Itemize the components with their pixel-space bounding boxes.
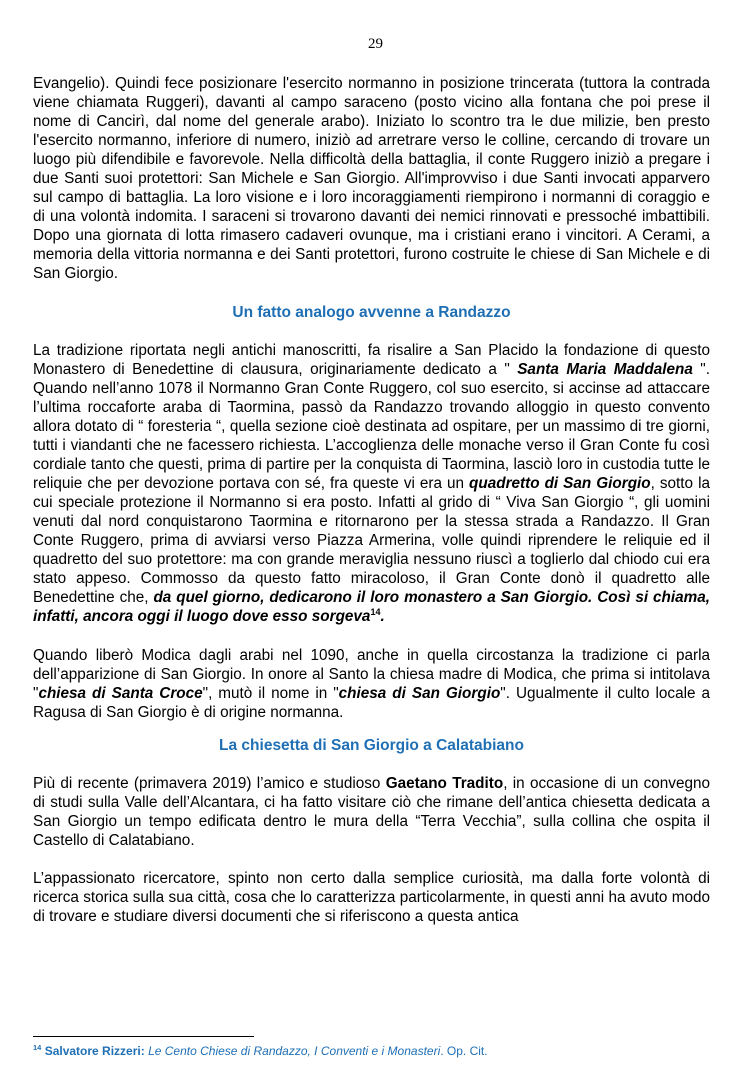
text-run: ", mutò il nome in ": [202, 685, 339, 702]
emphasis-chiesa-san-giorgio: chiesa di San Giorgio: [338, 685, 501, 702]
text-run: .: [380, 608, 385, 625]
paragraph-battle-of-cerami: Evangelio). Quindi fece posizionare l'esercito normanno in posizione trincerata (tuttora la contrada viene chiamata Ruggeri), davanti al campo saraceno (posto vicino alla fontana che poi prese il nome di Cancirì, dal nome del generale arabo). Iniziato lo scontro tra le due milizie, ben presto l'esercito normanno, inferiore di numero, iniziò ad arretrare verso le colline, cercando di trovare un luogo più difendibile e favorevole. Nella difficoltà della battaglia, il conte Ruggero iniziò a pregare i due Santi suoi protettori: San Michele e San Giorgio. All'improvviso i due Santi invocati apparvero sul campo di battaglia. La loro visione e i loro incoraggiamenti riempirono i normanni di coraggio e di una volontà indomita. I saraceni si trovarono davanti dei nemici rinnovati e pressoché imbattibili. Dopo una giornata di lotta rimasero cadaveri ovunque, ma i cristiani erano i vincitori. A Cerami, a memoria della vittoria normanna e dei Santi protettori, furono costruite le chiese di San Michele e di San Giorgio.: [33, 75, 710, 282]
footnote-author: Salvatore Rizzeri:: [44, 1044, 145, 1058]
emphasis-santa-maria-maddalena: Santa Maria Maddalena: [517, 361, 693, 378]
text-run: , sotto la cui speciale protezione il Normanno si era posto. Infatti al grido di “ Viva San Giorgio “, gli uomini venuti dal nord conquistarono Taormina e ritornarono per la stessa strada a Randazzo. Il Gran Conte Ruggero, prima di avviarsi verso Piazza Armerina, volle quindi riprendere le reliquie ed il quadretto del suo protettore: ma con grande meraviglia nessuno riuscì a toglierlo dal chiodo cui era stato appeso. Commosso da questo fatto miracoloso, il Gran Conte donò il quadretto alle Benedettine che,: [33, 475, 710, 606]
section-heading-randazzo: Un fatto analogo avvenne a Randazzo: [232, 304, 511, 321]
footnote: [33, 1043, 733, 1059]
footnote-reference[interactable]: 14: [370, 606, 381, 617]
text-run: Quando liberò Modica dagli arabi nel 1090, anche in quella circostanza la tradizione ci parla dell’apparizione di San Giorgio. In onore al Santo la chiesa madre di Modica, che prima si intitolava ": [33, 647, 710, 702]
footnote-title: Le Cento Chiese di Randazzo, I Conventi e i Monasteri: [148, 1044, 441, 1058]
paragraph-modica: [33, 646, 710, 722]
paragraph-calatabiano-visit: [33, 774, 710, 850]
text-run: ". Ugualmente il culto locale a Ragusa di San Giorgio è di origine normanna.: [33, 685, 710, 721]
page-number: 29: [368, 36, 383, 52]
footnote-number: 14: [33, 1043, 42, 1052]
footnote-suffix: . Op. Cit.: [440, 1044, 488, 1058]
footnote-separator: [33, 1036, 254, 1037]
paragraph-randazzo-monastery: [33, 341, 710, 626]
text-run: ". Quando nell’anno 1078 il Normanno Gran Conte Ruggero, col suo esercito, si accinse ad attaccare l’ultima roccaforte araba di Taormina, passò da Randazzo trovando alloggio in questo convento allora dotato di “ foresteria “, quella sezione cioè destinata ad ospitare, per un massimo di tre giorni, tutti i viandanti che ne facessero richiesta. L’accoglienza delle monache verso il Gran Conte fu così cordiale tanto che questi, prima di partire per la conquista di Taormina, lasciò loro in custodia tutte le reliquie che per devozione portava con sé, fra queste vi era un: [33, 361, 710, 492]
text-run: , in occasione di un convegno di studi sulla Valle dell’Alcantara, ci ha fatto visitare ciò che rimane dell’antica chiesetta dedicata a San Giorgio un tempo edificata dentro le mura della “Terra Vecchia”, sulla collina che ospita il Castello di Calatabiano.: [33, 775, 710, 849]
emphasis-quadretto-san-giorgio: quadretto di San Giorgio: [469, 475, 651, 492]
emphasis-chiesa-santa-croce: chiesa di Santa Croce: [38, 685, 203, 702]
emphasis-dedication-quote: da quel giorno, dedicarono il loro monastero a San Giorgio. Così si chiama, infatti, ancora oggi il luogo dove esso sorgeva: [33, 589, 710, 625]
text-run: Più di recente (primavera 2019) l’amico e studioso: [33, 775, 386, 792]
text-run: La tradizione riportata negli antichi manoscritti, fa risalire a San Placido la fondazione di questo Monastero di Benedettine di clausura, originariamente dedicato a ": [33, 342, 710, 378]
paragraph-researcher: L’appassionato ricercatore, spinto non certo dalla semplice curiosità, ma dalla forte volontà di ricerca storica sulla sua città, cosa che lo caratterizza particolarmente, in questi anni ha avuto modo di trovare e studiare diversi documenti che si riferiscono a questa antica: [33, 870, 710, 925]
page-body: [33, 74, 710, 926]
section-heading-calatabiano: La chiesetta di San Giorgio a Calatabiano: [219, 737, 524, 754]
emphasis-gaetano-tradito: Gaetano Tradito: [385, 775, 504, 792]
